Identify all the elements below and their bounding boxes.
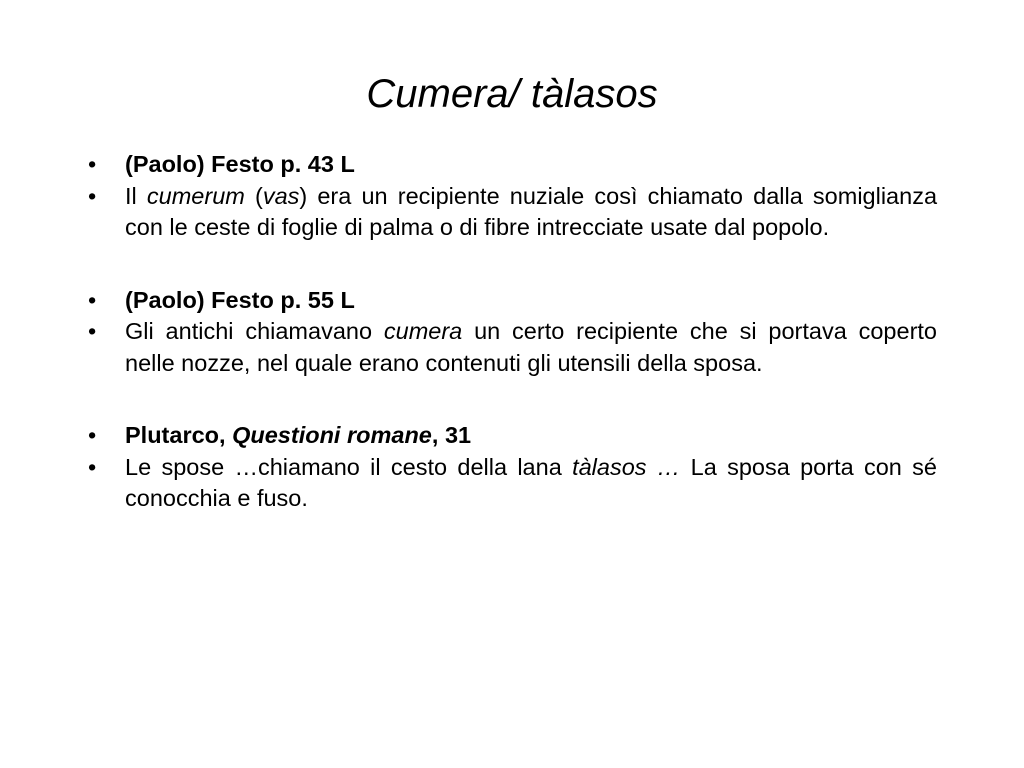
bullet-icon: •: [88, 453, 97, 480]
source-citation: (Paolo) Festo p. 55 L: [125, 286, 355, 313]
latin-term: cumera: [383, 318, 463, 344]
list-item-source-1: [82, 149, 937, 181]
greek-term: tàlasos …: [572, 453, 681, 480]
latin-term: cumerum: [146, 182, 245, 209]
body-text: (: [244, 182, 263, 209]
body-text: Le spose …chiamano il cesto della lana: [125, 453, 573, 480]
body-paragraph: [125, 181, 937, 244]
body-text: Il: [125, 182, 147, 209]
bullet-icon: •: [88, 182, 97, 209]
list-item-body-2: [82, 316, 937, 379]
source-citation: [125, 420, 937, 452]
body-text: Gli antichi chiamavano: [125, 318, 384, 344]
body-text: ) era un recipiente nuziale così chiamato dalla somiglianza con le ceste di foglie di palma o di fibre intrecciate usate dal popolo.: [125, 182, 938, 240]
slide-title: Cumera/ tàlasos: [366, 72, 658, 116]
bullet-list: [82, 149, 937, 515]
spacer: [82, 379, 937, 420]
body-text: La sposa porta con sé conocchia e fuso.: [125, 453, 937, 511]
body-paragraph: [125, 452, 937, 515]
source-citation: (Paolo) Festo p. 43 L: [125, 151, 355, 177]
list-item-source-2: [82, 285, 937, 317]
spacer: [82, 244, 937, 285]
bullet-icon: •: [88, 286, 97, 313]
list-item-body-1: [82, 181, 937, 244]
source-author: Plutarco,: [125, 422, 233, 448]
list-item-source-3: [82, 420, 937, 452]
bullet-icon: •: [88, 422, 97, 448]
body-paragraph: [125, 316, 937, 379]
source-reference: , 31: [431, 422, 472, 448]
latin-term: vas: [262, 182, 300, 209]
body-text: un certo recipiente che si portava coperto nelle nozze, nel quale erano contenuti gli utensili della sposa.: [125, 318, 938, 376]
bullet-icon: •: [88, 318, 97, 344]
source-work-title: Questioni romane: [232, 422, 432, 448]
list-item-body-3: [82, 452, 937, 515]
bullet-icon: •: [88, 151, 97, 177]
